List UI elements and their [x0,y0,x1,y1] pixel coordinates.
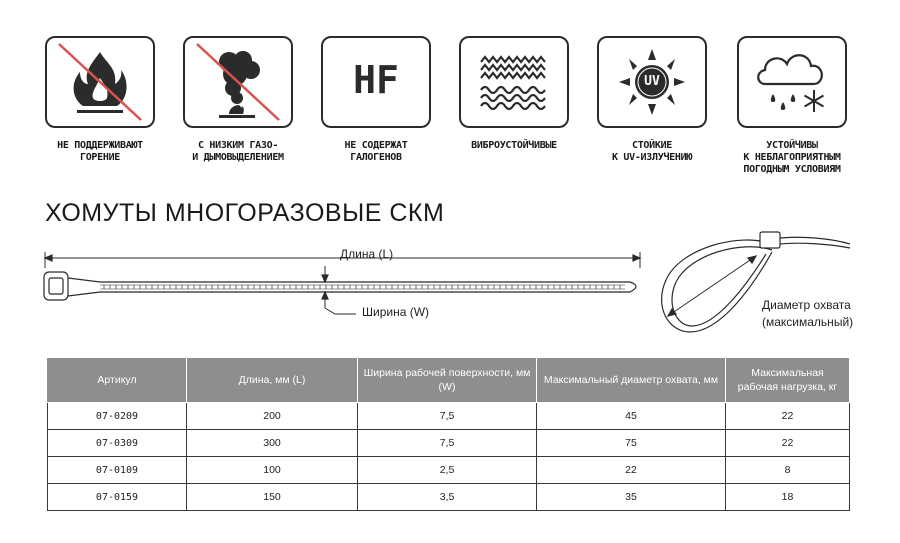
cell-diameter: 45 [537,403,726,430]
width-label: Ширина (W) [362,305,430,319]
cell-article: 07-0209 [48,403,187,430]
feature-caption: С НИЗКИМ ГАЗО- И ДЫМОВЫДЕЛЕНИЕМ [192,140,284,163]
cell-diameter: 35 [537,484,726,511]
feature-low-smoke [168,36,308,164]
uv-sun-icon [597,36,707,128]
low-smoke-icon [183,36,293,128]
diameter-sublabel: (максимальный) [762,315,854,329]
hf-text: HF [353,58,399,102]
cell-width: 7,5 [358,430,537,457]
header-load: Максимальная рабочая нагрузка, кг [726,358,850,403]
cell-diameter: 75 [537,430,726,457]
weather-icon [737,36,847,128]
feature-caption: НЕ ПОДДЕРЖИВАЮТ ГОРЕНИЕ [57,140,143,163]
cell-article: 07-0309 [48,430,187,457]
cell-width: 2,5 [358,457,537,484]
spec-table [47,357,850,511]
feature-halogen-free [306,36,446,164]
cell-load: 8 [726,457,850,484]
cell-load: 22 [726,403,850,430]
cable-tie-diagram [0,228,900,353]
feature-weather [722,36,862,176]
cell-article: 07-0109 [48,457,187,484]
straight-tie-drawing [44,252,640,314]
table-row [48,430,850,457]
feature-no-flame [30,36,170,164]
vibration-icon [459,36,569,128]
cell-length: 200 [187,403,358,430]
cell-length: 300 [187,430,358,457]
feature-uv [582,36,722,164]
feature-caption: УСТОЙЧИВЫ К НЕБЛАГОПРИЯТНЫМ ПОГОДНЫМ УСЛОВИЯМ [743,140,841,175]
tie-teeth [104,285,620,289]
no-flame-icon [45,36,155,128]
feature-caption: ВИБРОУСТОЙЧИВЫЕ [471,140,557,151]
halogen-free-icon [321,36,431,128]
table-row [48,484,850,511]
length-label: Длина (L) [340,247,394,261]
header-width: Ширина рабочей поверхности, мм (W) [358,358,537,403]
cell-load: 22 [726,430,850,457]
cell-load: 18 [726,484,850,511]
page-title: ХОМУТЫ МНОГОРАЗОВЫЕ СКМ [45,199,445,227]
cell-width: 7,5 [358,403,537,430]
header-diameter: Максимальный диаметр охвата, мм [537,358,726,403]
feature-vibration [444,36,584,152]
header-article: Артикул [48,358,187,403]
table-row [48,403,850,430]
cell-diameter: 22 [537,457,726,484]
table-row [48,457,850,484]
feature-caption: НЕ СОДЕРЖАТ ГАЛОГЕНОВ [344,140,408,163]
uv-text: UV [644,74,660,89]
cell-width: 3,5 [358,484,537,511]
diameter-label: Диаметр охвата [762,298,851,312]
cell-length: 100 [187,457,358,484]
table-header-row [48,358,850,403]
cell-length: 150 [187,484,358,511]
cell-article: 07-0159 [48,484,187,511]
feature-caption: СТОЙКИЕ К UV-ИЗЛУЧЕНИЮ [611,140,693,163]
header-length: Длина, мм (L) [187,358,358,403]
features-row [0,0,900,190]
